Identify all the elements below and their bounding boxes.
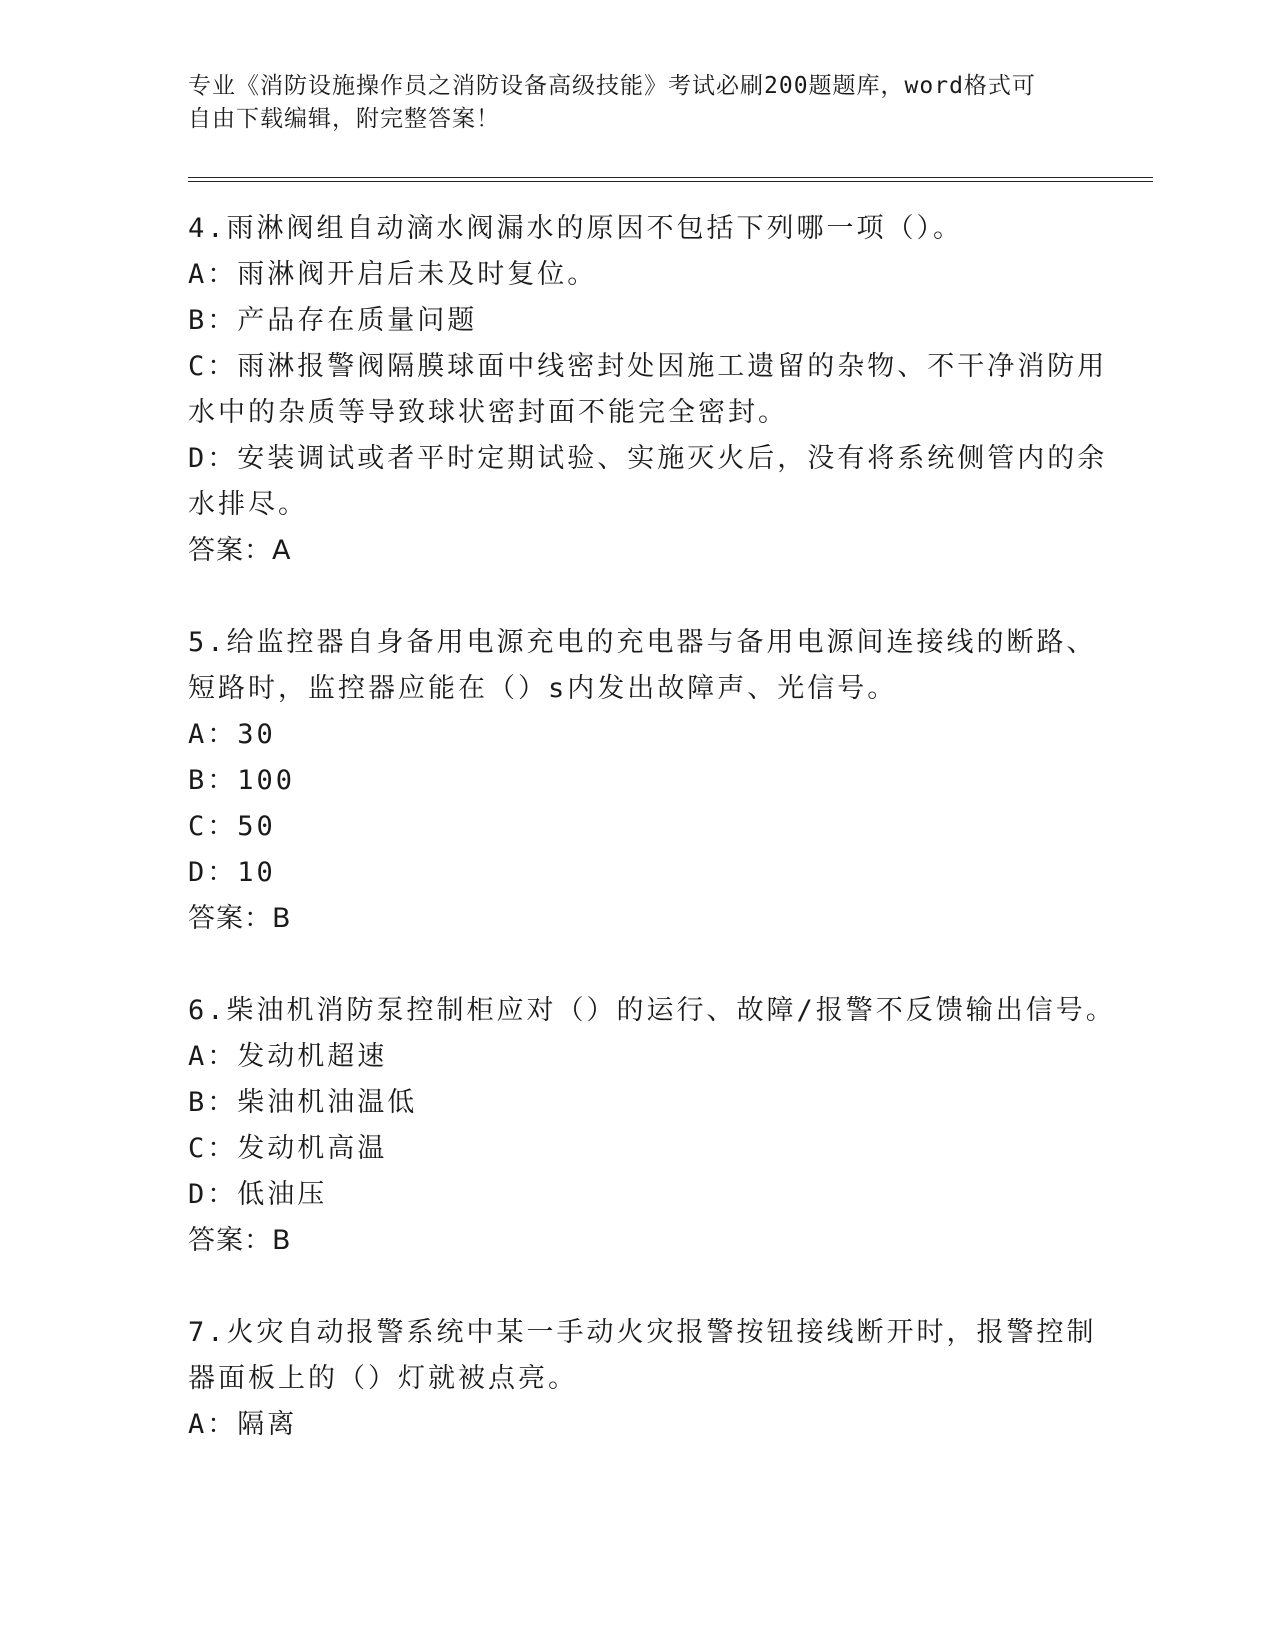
header-line-1: 专业《消防设施操作员之消防设备高级技能》考试必刷200题题库，word格式可 [188,73,1036,99]
option-c: C：发动机高温 [188,1133,388,1164]
option-c: C：雨淋报警阀隔膜球面中线密封处因施工遗留的杂物、不干净消防用 [188,351,1108,382]
question-4 [188,206,1108,574]
option-c-continued: 水中的杂质等导致球状密封面不能完全密封。 [188,397,788,428]
question-list [188,206,1116,1494]
document-header [188,70,1088,136]
question-stem: 7.火灾自动报警系统中某一手动火灾报警按钮接线断开时，报警控制 [188,1317,1097,1348]
question-stem-continued: 短路时，监控器应能在（）s内发出故障声、光信号。 [188,673,898,704]
option-d: D：安装调试或者平时定期试验、实施灭火后，没有将系统侧管内的余 [188,443,1108,474]
option-a: A：发动机超速 [188,1041,388,1072]
option-b: B：100 [188,765,296,796]
option-a: A：隔离 [188,1409,298,1440]
option-d-continued: 水排尽。 [188,489,308,520]
question-stem-continued: 器面板上的（）灯就被点亮。 [188,1363,578,1394]
option-b: B：柴油机油温低 [188,1087,418,1118]
question-stem: 6.柴油机消防泵控制柜应对（）的运行、故障/报警不反馈输出信号。 [188,995,1116,1026]
answer-label: 答案：A [188,535,292,566]
question-stem: 4.雨淋阀组自动滴水阀漏水的原因不包括下列哪一项（）。 [188,213,964,244]
header-line-2: 自由下载编辑，附完整答案！ [188,106,500,132]
option-a: A：30 [188,719,276,750]
question-6 [188,988,1116,1264]
header-divider-bottom [188,181,1153,182]
option-d: D：10 [188,857,276,888]
question-5 [188,620,1097,942]
option-a: A：雨淋阀开启后未及时复位。 [188,259,598,290]
option-b: B：产品存在质量问题 [188,305,478,336]
question-7 [188,1310,1097,1448]
answer-label: 答案：B [188,1225,292,1256]
header-divider-top [188,177,1153,178]
answer-label: 答案：B [188,903,292,934]
option-c: C：50 [188,811,276,842]
option-d: D：低油压 [188,1179,328,1210]
question-stem: 5.给监控器自身备用电源充电的充电器与备用电源间连接线的断路、 [188,627,1097,658]
